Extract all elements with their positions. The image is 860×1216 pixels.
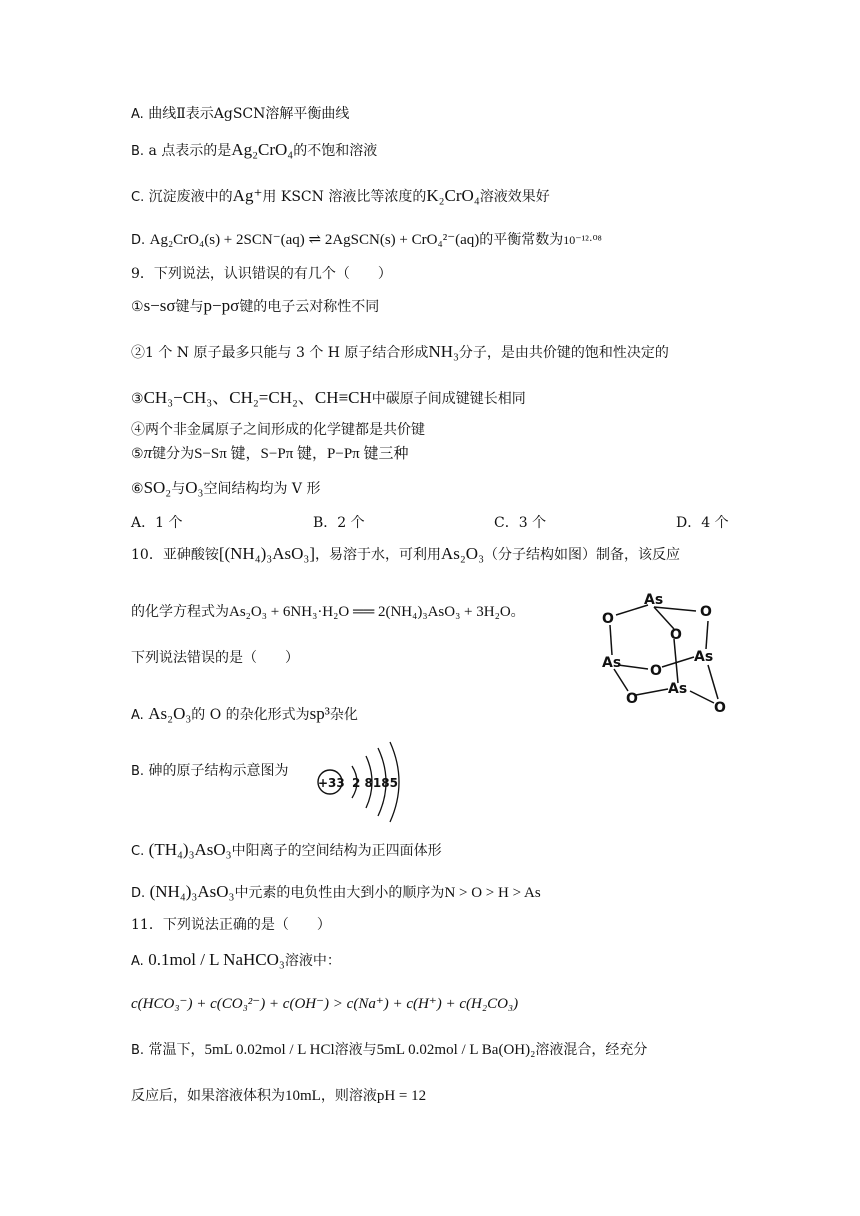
as2o3-molecule-diagram xyxy=(596,585,736,720)
atom-as-top: As xyxy=(644,592,664,608)
q10-ask: 下列说法错误的是（ ） xyxy=(131,650,299,666)
q11-stem: 11．下列说法正确的是（ ） xyxy=(131,917,331,933)
atom-as-left: As xyxy=(602,655,622,671)
atom-as-bottom: As xyxy=(668,681,688,697)
ion: Ag⁺ xyxy=(232,186,263,205)
q9-stem: 9．下列说法，认识错误的有几个（ ） xyxy=(131,266,392,282)
q9-statement-4: ④两个非金属原子之间形成的化学键都是共价键 xyxy=(131,422,425,438)
q9-statement-6: ⑥SO₂与O₃空间结构均为 V 形 xyxy=(131,478,321,497)
q10-option-d: D. (NH₄)₃AsO₃中元素的电负性由大到小的顺序为N > O > H > As xyxy=(131,882,541,901)
q8-option-d: D. Ag₂CrO₄(s) + 2SCN⁻(aq) ⇌ 2AgSCN(s) + CrO₄²⁻(aq)的平衡常数为10⁻¹²·⁰⁸ xyxy=(131,232,602,248)
atom-nucleus: +33 xyxy=(318,776,345,790)
q9-option-b: B．2 个 xyxy=(313,515,365,531)
q9-option-d: D．4 个 xyxy=(676,515,729,531)
atom-o: O xyxy=(650,663,662,679)
equilibrium-constant: 10⁻¹²·⁰⁸ xyxy=(563,233,602,247)
equation: Ag₂CrO₄(s) + 2SCN⁻(aq) ⇌ 2AgSCN(s) + CrO₄²⁻(aq) xyxy=(149,232,480,248)
q10-stem: 10．亚砷酸铵[(NH₄)₃AsO₃]，易溶于水，可利用As₂O₃（分子结构如图）制备，该反应 xyxy=(131,544,681,563)
q10-equation-line: 的化学方程式为As₂O₃ + 6NH₃·H₂O ══ 2(NH₄)₃AsO₃ + 3H₂O。 xyxy=(131,604,525,620)
atom-o: O xyxy=(670,627,682,643)
formula: K₂CrO₄ xyxy=(426,186,480,205)
q11-option-a: A. 0.1mol / L NaHCO₃溶液中： xyxy=(131,950,341,969)
formula: Ag₂CrO₄ xyxy=(231,140,294,159)
atom-o: O xyxy=(700,604,712,620)
q9-statement-2: ②1 个 N 原子最多只能与 3 个 H 原子结合形成NH₃分子，是由共价键的饱和性决定的 xyxy=(131,342,669,361)
q10-option-b: B. 砷的原子结构示意图为 xyxy=(131,763,289,779)
atom-o: O xyxy=(602,611,614,627)
equation: As₂O₃ + 6NH₃·H₂O ══ 2(NH₄)₃AsO₃ + 3H₂O xyxy=(229,604,511,620)
q9-option-a: A．1 个 xyxy=(131,515,183,531)
q11-option-a-relation: c(HCO₃⁻) + c(CO₃²⁻) + c(OH⁻) > c(Na⁺) + c(H⁺) + c(H₂CO₃) xyxy=(131,996,519,1012)
q8-option-b: B. a 点表示的是Ag₂CrO₄的不饱和溶液 xyxy=(131,140,378,159)
q10-option-c: C. (TH₄)₃AsO₃中阳离子的空间结构为正四面体形 xyxy=(131,840,442,859)
atom-o: O xyxy=(714,700,726,716)
arsenic-atom-structure-diagram xyxy=(312,738,412,828)
atom-electron-shells: 2 8185 xyxy=(352,776,398,790)
q8-option-a: A. 曲线Ⅱ表示AgSCN溶解平衡曲线 xyxy=(131,106,350,122)
q11-option-b: B. 常温下，5mL 0.02mol / L HCl溶液与5mL 0.02mol / L Ba(OH)₂溶液混合，经充分 xyxy=(131,1042,648,1058)
atom-as-right: As xyxy=(694,649,714,665)
q8-option-c: C. 沉淀废液中的Ag⁺用 KSCN 溶液比等浓度的K₂CrO₄溶液效果好 xyxy=(131,186,550,205)
q11-option-b-continued: 反应后，如果溶液体积为10mL，则溶液pH = 12 xyxy=(131,1088,427,1104)
q9-statement-1: ①s−sσ键与p−pσ键的电子云对称性不同 xyxy=(131,296,380,315)
q9-option-c: C．3 个 xyxy=(494,515,547,531)
q9-statement-5: ⑤π键分为S−Sπ 键，S−Pπ 键，P−Pπ 键三种 xyxy=(131,443,409,462)
q10-option-a: A. As₂O₃的 O 的杂化形式为sp³杂化 xyxy=(131,704,358,723)
atom-o: O xyxy=(626,691,638,707)
q9-statement-3: ③CH₃−CH₃、CH₂=CH₂、CH≡CH中碳原子间成键键长相同 xyxy=(131,388,526,407)
